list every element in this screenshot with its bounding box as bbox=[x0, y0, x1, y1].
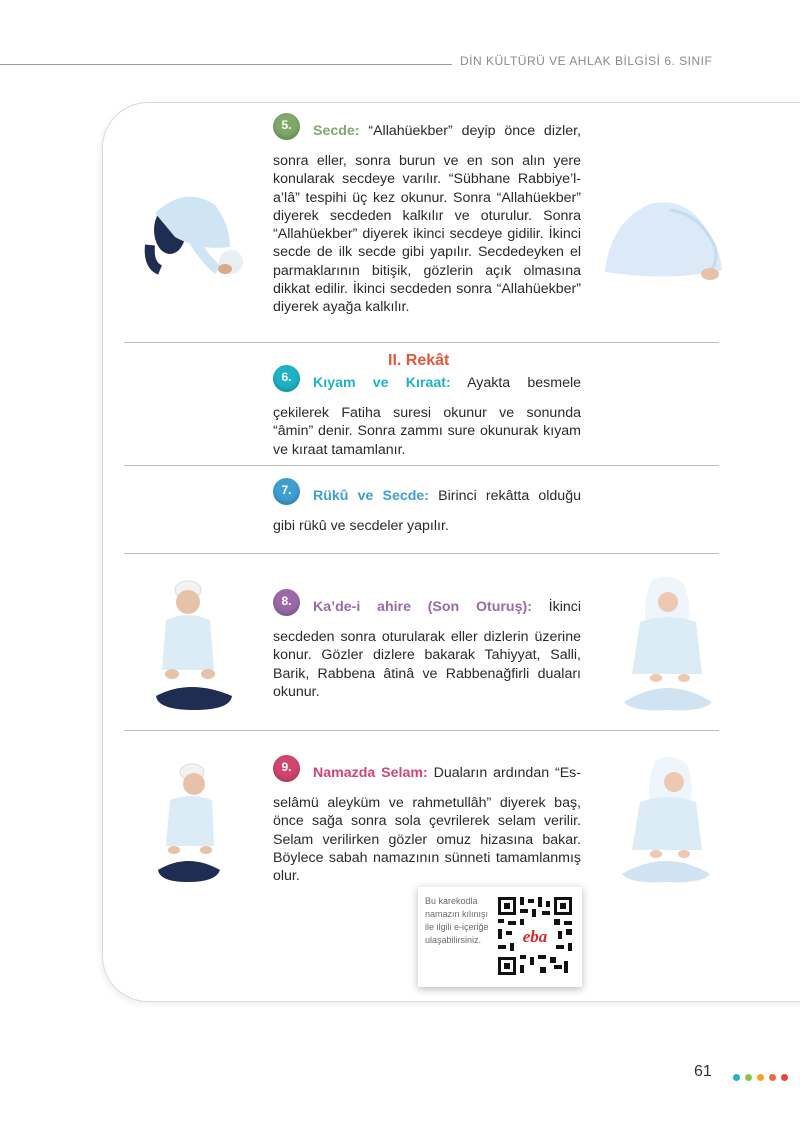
step-badge-9: 9. bbox=[273, 755, 300, 782]
kiyam-section bbox=[273, 370, 581, 459]
step-badge-7: 7. bbox=[273, 478, 300, 505]
ruku-section bbox=[273, 483, 581, 535]
selam-title: Namazda Selam: bbox=[313, 765, 428, 781]
step-badge-6: 6. bbox=[273, 365, 300, 392]
divider bbox=[124, 730, 719, 731]
dot bbox=[781, 1074, 788, 1081]
qr-code[interactable] bbox=[496, 895, 574, 977]
kade-section bbox=[273, 594, 582, 701]
divider bbox=[124, 465, 719, 466]
header-rule bbox=[0, 64, 452, 65]
girl-greeting-illustration bbox=[620, 754, 712, 884]
ruku-title: Rükû ve Secde: bbox=[313, 488, 430, 504]
dot bbox=[745, 1074, 752, 1081]
qr-code-box bbox=[418, 887, 582, 987]
step-badge-8: 8. bbox=[273, 589, 300, 616]
divider bbox=[124, 342, 719, 343]
girl-prostrating-illustration bbox=[600, 192, 728, 284]
color-dots bbox=[733, 1068, 793, 1086]
selam-section bbox=[273, 760, 581, 885]
dot bbox=[733, 1074, 740, 1081]
dot bbox=[757, 1074, 764, 1081]
kiyam-title: Kıyam ve Kıraat: bbox=[313, 375, 451, 391]
secde-title: Secde: bbox=[313, 123, 360, 139]
ruku-text: Birinci rekâtta olduğu gibi rükû ve secdeler yapılır. bbox=[273, 488, 581, 534]
secde-text: “Allahüekber” deyip önce dizler, sonra eller, sonra burun ve en son alın yere konularak secdeye varılır. “Sübhane Rabbiye’l-a’lâ” tespihi üç kez okunur. Sonra “Allahüekber” diyerek secdeden kalkılır ve oturulur. Sonra “Allahüekber” diyerek ikinci secdeye gidilir. İkinci secde de ilk secde gibi yapılır. Secdedeyken el parmaklarının bitişik, gözlerin açık olmasına dikkat edilir. İkinci secdeden sonra “Allahüekber” diyerek ayağa kalkılır. bbox=[273, 123, 581, 316]
boy-prostrating-illustration bbox=[130, 185, 250, 280]
dot bbox=[769, 1074, 776, 1081]
step-badge-5: 5. bbox=[273, 113, 300, 140]
boy-sitting-illustration bbox=[150, 578, 238, 716]
kade-title: Ka’de-i ahire (Son Oturuş): bbox=[313, 599, 532, 615]
page-number: 61 bbox=[694, 1063, 712, 1080]
book-title: DİN KÜLTÜRÜ VE AHLAK BİLGİSİ 6. SINIF bbox=[460, 54, 713, 68]
kade-text: İkinci secdeden sonra oturularak eller dizlerin üzerine konur. Gözler dizlere bakarak Tahiyyat, Salli, Barik, Rabbena âtinâ ve Rabbenağfirli duaları okunur. bbox=[273, 599, 582, 700]
boy-greeting-illustration bbox=[154, 762, 222, 884]
secde-section bbox=[273, 118, 581, 317]
divider bbox=[124, 553, 719, 554]
rekat-heading: II. Rekât bbox=[388, 352, 450, 369]
selam-text: Duaların ardından “Es-selâmü aleyküm ve rahmetullâh” diyerek baş, önce sağa sonra sola çevrilerek selam verilir. Selam verilirken gözler omuz hizasına bakar. Böylece sabah namazının sünneti tamamlanmış olur. bbox=[273, 765, 581, 885]
kiyam-text: Ayakta besmele çekilerek Fatiha suresi okunur ve sonunda “âmin” denir. Sonra zammı sure okunurak kıyam ve kıraat tamamlanır. bbox=[273, 375, 581, 458]
eba-logo: eba bbox=[522, 927, 548, 946]
qr-caption: Bu karekodla namazın kılınışı ile ilgili e-içeriğe ulaşabilirsiniz. bbox=[425, 896, 489, 945]
girl-sitting-illustration bbox=[622, 574, 714, 712]
